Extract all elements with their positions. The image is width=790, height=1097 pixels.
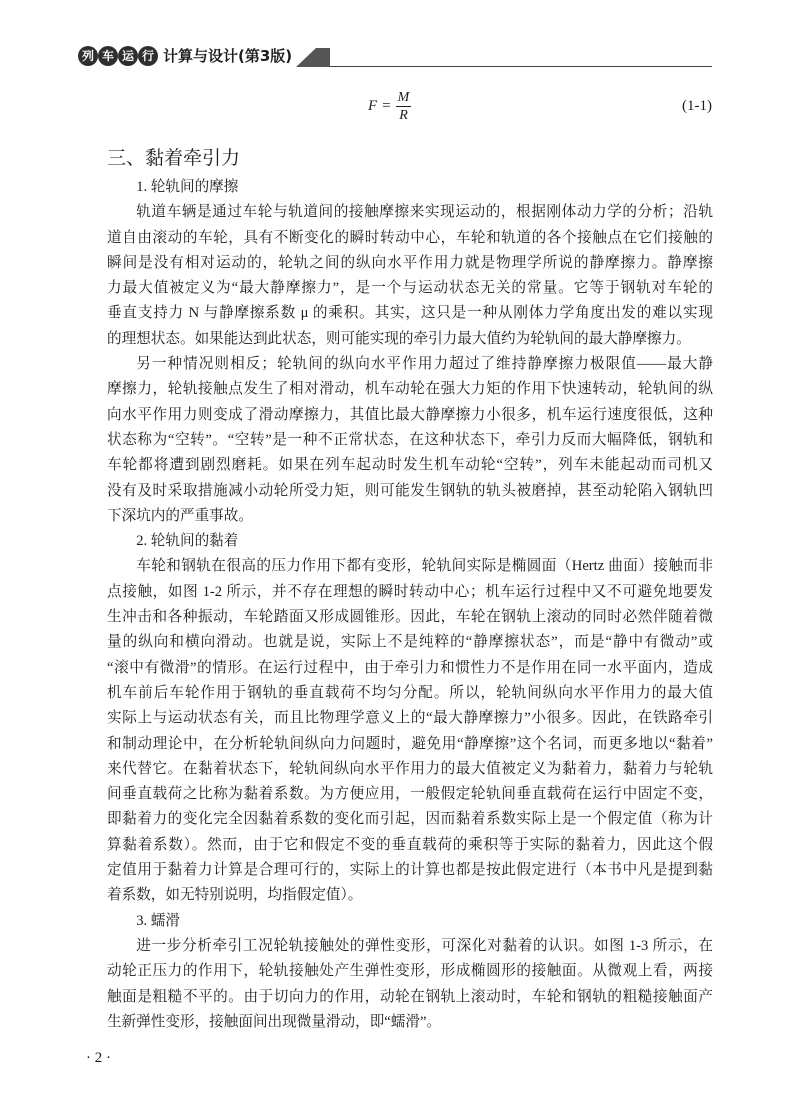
subsection-heading: 1. 轮轨间的摩擦 (136, 179, 239, 195)
paragraph-line: 动轮正压力的作用下，轮轨接触处产生弹性变形，形成椭圆形的接触面。从微观上看，两接 (107, 963, 713, 980)
paragraph (107, 352, 713, 529)
paragraph-line: 下深坑内的严重事故。 (107, 507, 253, 524)
paragraph-line: 向水平作用力则变成了滑动摩擦力，其值比最大静摩擦力小很多，机车运行速度很低，这种 (107, 406, 713, 423)
formula-numerator: M (397, 89, 410, 105)
paragraph-line: 进一步分析牵引工况轮轨接触处的弹性变形，可深化对黏着的认识。如图 1-3 所示，在 (136, 937, 713, 954)
paragraph-line: 没有及时采取措施减小动轮所受力矩，则可能发生钢轨的轨头被磨掉，甚至动轮陷入钢轨凹 (107, 482, 713, 499)
paragraph (107, 554, 713, 908)
paragraph-line: 间垂直载荷之比称为黏着系数。为方便应用，一般假定轮轨间垂直载荷在运行中固定不变， (107, 786, 713, 803)
formula (368, 86, 411, 126)
paragraph-line: 车轮和钢轨在很高的压力作用下都有变形，轮轨间实际是椭圆面（Hertz 曲面）接触而非 (136, 558, 713, 575)
series-logo-char: 列 (78, 46, 98, 66)
paragraph-line: 来代替它。在黏着状态下，轮轨间纵向水平作用力的最大值被定义为黏着力，黏着力与轮轨 (107, 760, 713, 777)
paragraph-line: 算黏着系数）。然而，由于它和假定不变的垂直载荷的乘积等于实际的黏着力，因此这个假 (107, 836, 713, 853)
paragraph-line: 另一种情况则相反；轮轨间的纵向水平作用力超过了维持静摩擦力极限值——最大静 (136, 356, 713, 373)
book-title: 计算与设计(第3版) (163, 47, 293, 65)
equation-number: (1-1) (682, 98, 712, 114)
paragraph-line: 车轮都将遭到剧烈磨耗。如果在列车起动时发生机车动轮“空转”，列车未能起动而司机又 (107, 457, 713, 474)
section-heading: 三、黏着牵引力 (107, 147, 241, 169)
paragraph-line: 触面是粗糙不平的。由于切向力的作用，动轮在钢轨上滚动时，车轮和钢轨的粗糙接触面产 (107, 988, 713, 1005)
paragraph-line: 定值用于黏着力计算是合理可行的，实际上的计算也都是按此假定进行（本书中凡是提到黏 (107, 862, 713, 879)
series-logo (78, 46, 158, 66)
paragraph (107, 200, 713, 352)
paragraph-line: 量的纵向和横向滑动。也就是说，实际上不是纯粹的“静摩擦状态”，而是“静中有微动”或 (107, 634, 713, 651)
formula-equals-sign: = (382, 97, 391, 114)
paragraph-line: 瞬间是没有相对运动的，轮轨之间的纵向水平作用力就是物理学所说的静摩擦力。静摩擦 (107, 254, 713, 271)
series-logo-char: 车 (98, 46, 118, 66)
paragraph (107, 934, 713, 1035)
paragraph-line: 机车前后车轮作用于钢轨的垂直载荷不均匀分配。所以，轮轨间纵向水平作用力的最大值 (107, 684, 713, 701)
running-header (78, 45, 712, 69)
body-text (107, 175, 713, 1035)
paragraph-line: 摩擦力，轮轨接触点发生了相对滑动，机车动轮在强大力矩的作用下快速转动，轮轨间的纵 (107, 381, 713, 398)
paragraph-line: 道自由滚动的车轮，具有不断变化的瞬时转动中心，车轮和轨道的各个接触点在它们接触的 (107, 229, 713, 246)
paragraph-line: 力最大值被定义为“最大静摩擦力”，是一个与运动状态无关的常量。它等于钢轨对车轮的 (107, 280, 713, 297)
formula-fraction (396, 89, 412, 124)
paragraph-line: 的理想状态。如果能达到此状态，则可能实现的牵引力最大值约为轮轨间的最大静摩擦力。 (107, 330, 691, 347)
paragraph-line: 轨道车辆是通过车轮与轨道间的接触摩擦来实现运动的，根据刚体动力学的分析；沿轨 (136, 204, 713, 221)
paragraph-line: 点接触，如图 1-2 所示，并不存在理想的瞬时转动中心；机车运行过程中又不可避免地要发 (107, 583, 713, 600)
paragraph-line: 实际上与运动状态有关，而且比物理学意义上的“最大静摩擦力”小很多。因此，在铁路牵引 (107, 710, 713, 727)
series-logo-char: 运 (118, 46, 138, 66)
paragraph-line: 状态称为“空转”。“空转”是一种不正常状态，在这种状态下，牵引力反而大幅降低，钢轨和 (107, 431, 713, 448)
series-logo-char: 行 (138, 46, 158, 66)
subsection-heading: 3. 蠕滑 (136, 912, 180, 929)
paragraph-line: 垂直支持力 N 与静摩擦系数 μ 的乘积。其实，这只是一种从刚体力学角度出发的难以实现 (107, 305, 713, 322)
paragraph-line: 生新弹性变形，接触面间出现微量滑动，即“蠕滑”。 (107, 1013, 442, 1030)
subsection-heading: 2. 轮轨间的黏着 (136, 533, 239, 550)
formula-lhs: F (368, 97, 378, 114)
page-number: · 2 · (86, 1050, 111, 1066)
paragraph-line: 着系数，如无特别说明，均指假定值）。 (107, 887, 363, 904)
formula-denominator: R (399, 107, 408, 123)
header-rule-decoration (296, 45, 712, 69)
paragraph-line: “滚中有微滑”的情形。在运行过程中，由于牵引力和惯性力不是作用在同一水平面内，造成 (107, 659, 713, 676)
paragraph-line: 和制动理论中，在分析轮轨间纵向力问题时，避免用“静摩擦”这个名词，而更多地以“黏着” (107, 735, 713, 752)
paragraph-line: 即黏着力的变化完全因黏着系数的变化而引起，因而黏着系数实际上是一个假定值（称为计 (107, 811, 713, 828)
paragraph-line: 生冲击和各种振动，车轮踏面又形成圆锥形。因此，车轮在钢轨上滚动的同时必然伴随着微 (107, 609, 713, 626)
